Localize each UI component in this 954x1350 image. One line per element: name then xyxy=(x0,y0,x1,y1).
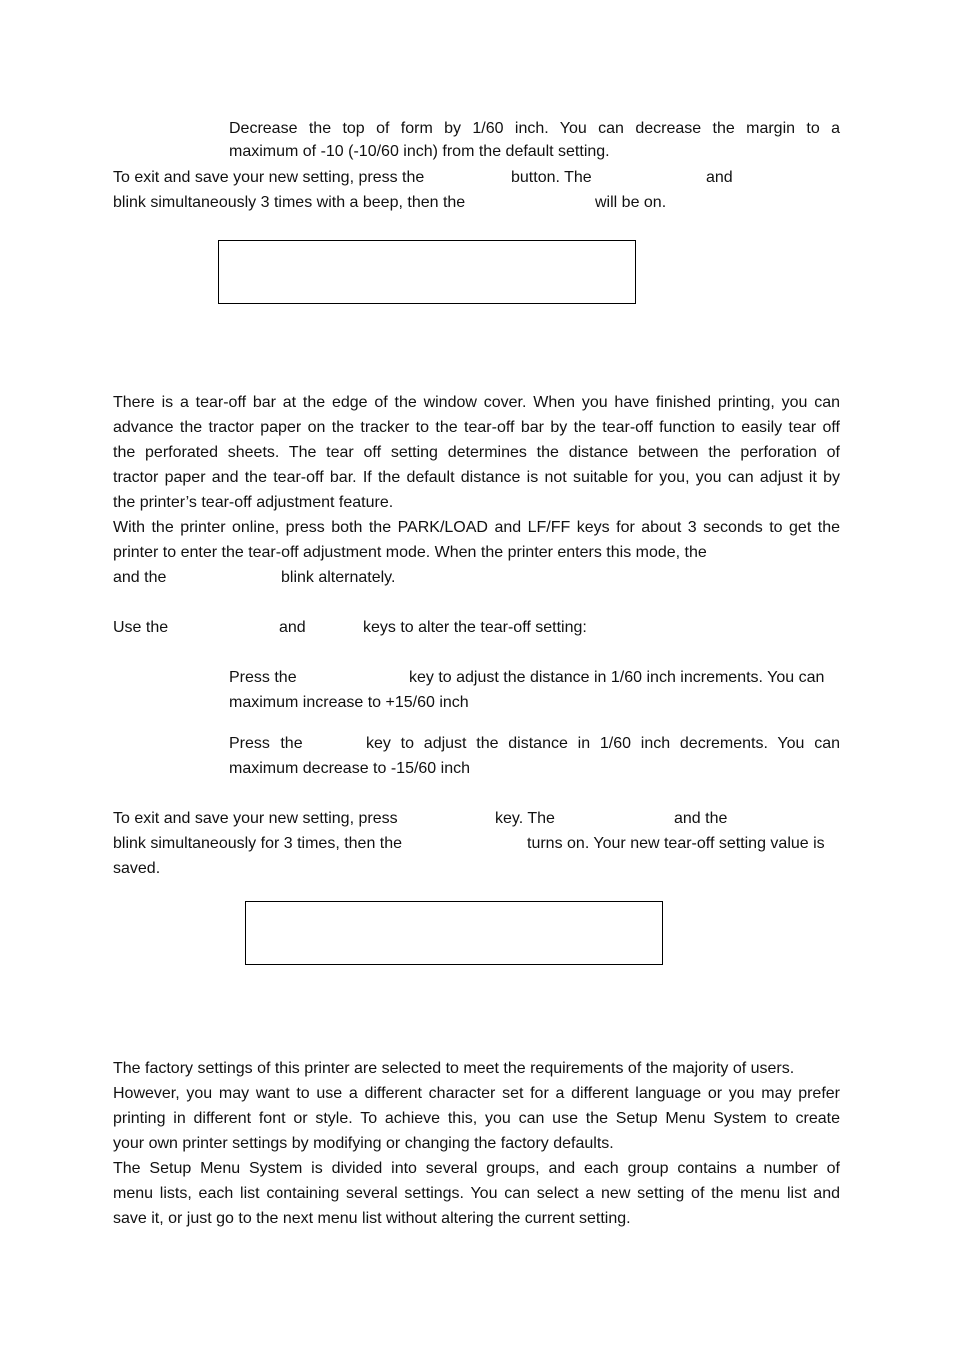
use-keys-line-b: and xyxy=(279,619,306,636)
setup-line-6: menu lists, each list containing several settings. You can select a new setting of the menu list and xyxy=(113,1185,840,1202)
setup-line-5: The Setup Menu System is divided into several groups, and each group contains a number of xyxy=(113,1160,840,1177)
tear-exit-line-1-c: and the xyxy=(674,810,728,827)
tear-exit-line-2-b: turns on. Your new tear-off setting value is xyxy=(527,835,825,852)
note-box-tear-off xyxy=(245,901,663,965)
setup-line-2: However, you may want to use a different character set for a different language or you may prefer xyxy=(113,1085,840,1102)
setup-line-7: save it, or just go to the next menu list without altering the current setting. xyxy=(113,1210,631,1227)
tear-off-intro-line-2: advance the tractor paper on the tracker to the tear-off bar by the tear-off function to easily tear off xyxy=(113,419,840,436)
tear-off-intro-line-4: tractor paper and the tear-off bar. If the default distance is not suitable for you, you can adjust it by xyxy=(113,469,840,486)
tear-exit-line-1-a: To exit and save your new setting, press xyxy=(113,810,398,827)
press-up-line-1-a: Press the xyxy=(229,669,297,686)
setup-line-3: printing in different font or style. To achieve this, you can use the Setup Menu System to create xyxy=(113,1110,840,1127)
tear-off-intro-line-3: the perforated sheets. The tear off setting determines the distance between the perforation of xyxy=(113,444,840,461)
press-up-line-1-b: key to adjust the distance in 1/60 inch increments. You can xyxy=(409,669,825,686)
note-box-top-of-form xyxy=(218,240,636,304)
tof-exit-line-1-a: To exit and save your new setting, press the xyxy=(113,169,425,186)
tear-off-mode-line-1: With the printer online, press both the PARK/LOAD and LF/FF keys for about 3 seconds to get the xyxy=(113,519,840,536)
tear-exit-line-1-b: key. The xyxy=(495,810,555,827)
use-keys-line-a: Use the xyxy=(113,619,169,636)
tof-exit-line-1-b: button. The xyxy=(511,169,592,186)
setup-line-4: your own printer settings by modifying or changing the factory defaults. xyxy=(113,1135,614,1152)
decrease-item-line-2: maximum of -10 (-10/60 inch) from the default setting. xyxy=(229,143,610,160)
press-up-line-2: maximum increase to +15/60 inch xyxy=(229,694,469,711)
tear-off-mode-line-3-a: and the xyxy=(113,569,167,586)
tear-exit-line-2-a: blink simultaneously for 3 times, then the xyxy=(113,835,403,852)
tof-exit-line-2-b: will be on. xyxy=(595,194,667,211)
tear-off-intro-line-5: the printer’s tear-off adjustment feature. xyxy=(113,494,394,511)
decrease-item-line-1: Decrease the top of form by 1/60 inch. You can decrease the margin to a xyxy=(229,120,840,137)
press-down-line-1-a: Press the xyxy=(229,735,303,752)
use-keys-line-c: keys to alter the tear-off setting: xyxy=(363,619,587,636)
tear-off-mode-line-3-b: blink alternately. xyxy=(281,569,396,586)
tof-exit-line-2-a: blink simultaneously 3 times with a beep, then the xyxy=(113,194,466,211)
press-down-line-2: maximum decrease to -15/60 inch xyxy=(229,760,470,777)
setup-line-1: The factory settings of this printer are selected to meet the requirements of the majority of users. xyxy=(113,1060,795,1077)
press-down-line-1-b: key to adjust the distance in 1/60 inch decrements. You can xyxy=(366,735,840,752)
tear-off-intro-line-1: There is a tear-off bar at the edge of the window cover. When you have finished printing, you can xyxy=(113,394,840,411)
tear-off-mode-line-2: printer to enter the tear-off adjustment mode. When the printer enters this mode, the xyxy=(113,544,707,561)
tof-exit-line-1-c: and xyxy=(706,169,733,186)
tear-exit-line-3: saved. xyxy=(113,860,161,877)
